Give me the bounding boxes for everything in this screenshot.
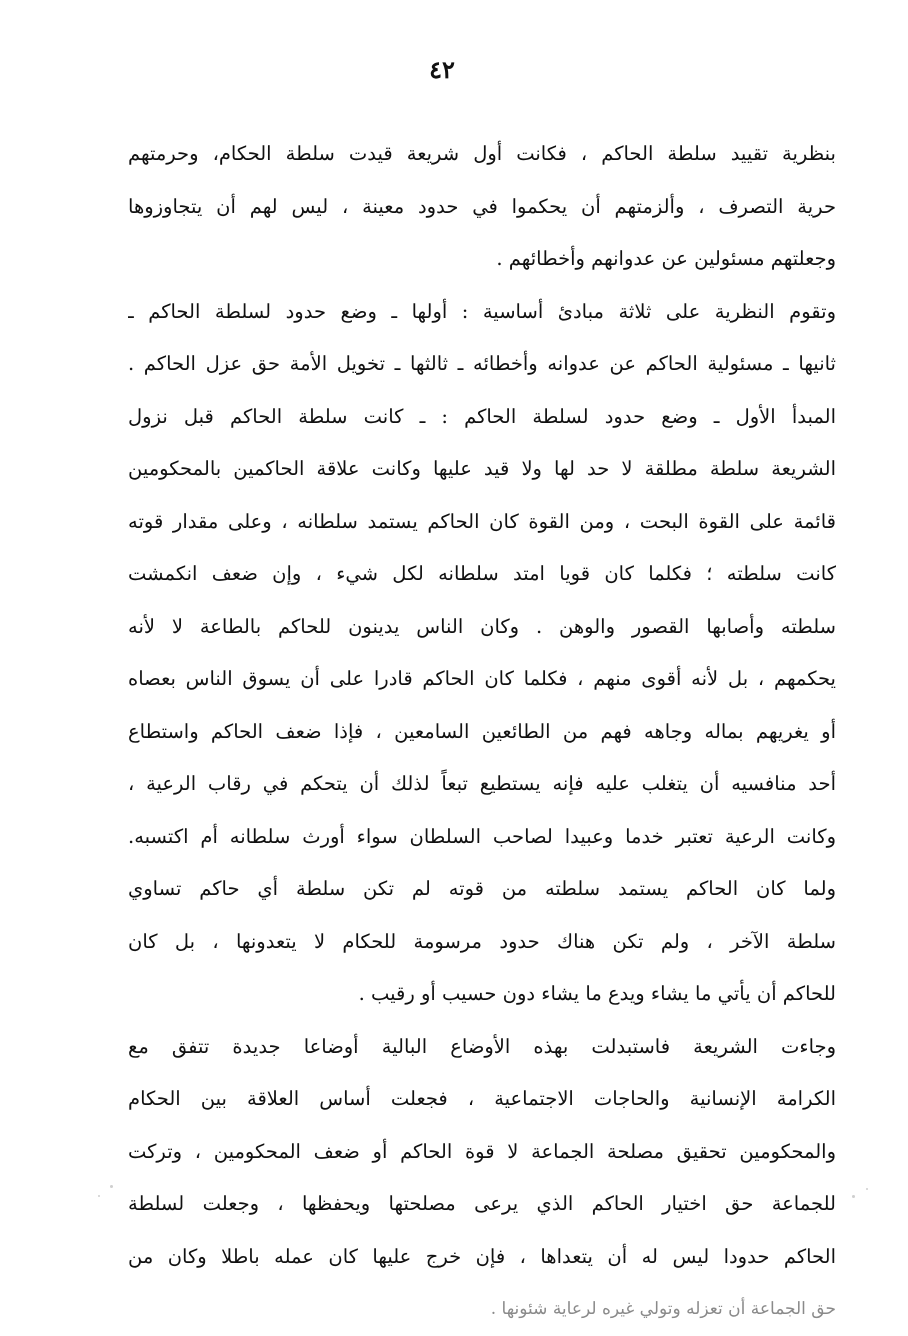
text-line: حق الجماعة أن تعزله وتولي غيره لرعاية شئونها . xyxy=(490,1299,836,1319)
text-line: والمحكومين تحقيق مصلحة الجماعة لا قوة الحاكم أو ضعف المحكومين ، وتركت xyxy=(128,1139,836,1163)
body-text xyxy=(128,128,836,1336)
text-line: حرية التصرف ، وألزمتهم أن يحكموا في حدود معينة ، ليس لهم أن يتجاوزوها xyxy=(128,194,836,218)
text-line: بنظرية تقييد سلطة الحاكم ، فكانت أول شريعة قيدت سلطة الحكام، وحرمتهم xyxy=(128,142,836,165)
text-line: أو يغريهم بماله وجاهه فهم من الطائعين السامعين ، فإذا ضعف الحاكم واستطاع xyxy=(128,719,836,743)
text-line: يحكمهم ، بل لأنه أقوى منهم ، فكلما كان الحاكم قادرا على أن يسوق الناس بعصاه xyxy=(128,667,836,690)
text-line: المبدأ الأول ـ وضع حدود لسلطة الحاكم : ـ كانت سلطة الحاكم قبل نزول xyxy=(128,404,836,428)
text-line: ثانيها ـ مسئولية الحاكم عن عدوانه وأخطائه ـ ثالثها ـ تخويل الأمة حق عزل الحاكم . xyxy=(128,352,836,375)
scan-speck xyxy=(852,1195,855,1198)
page-number: ٤٢ xyxy=(429,55,455,84)
text-line: أحد منافسيه أن يتغلب عليه فإنه يستطيع تبعاً لذلك أن يتحكم في رقاب الرعية ، xyxy=(128,772,836,795)
text-line: الحاكم حدودا ليس له أن يتعداها ، فإن خرج عليها كان عمله باطلا وكان من xyxy=(128,1244,836,1268)
scan-speck xyxy=(866,1188,868,1190)
scan-speck xyxy=(110,1185,113,1188)
text-line: للحاكم أن يأتي ما يشاء ويدع ما يشاء دون حسيب أو رقيب . xyxy=(358,982,836,1005)
text-line: كانت سلطته ؛ فكلما كان قويا امتد سلطانه لكل شيء ، وإن ضعف انكمشت xyxy=(128,562,836,585)
text-line: سلطته وأصابها القصور والوهن . وكان الناس يدينون للحاكم بالطاعة لا لأنه xyxy=(128,614,836,638)
text-line: للجماعة حق اختيار الحاكم الذي يرعى مصلحتها ويحفظها ، وجعلت لسلطة xyxy=(128,1192,836,1215)
scan-speck xyxy=(98,1195,100,1197)
text-line: وجعلتهم مسئولين عن عدوانهم وأخطائهم . xyxy=(496,247,836,270)
text-line: وكانت الرعية تعتبر خدما وعبيدا لصاحب السلطان سواء أورث سلطانه أم اكتسبه. xyxy=(128,824,836,848)
text-line: الشريعة سلطة مطلقة لا حد لها ولا قيد عليها وكانت علاقة الحاكمين بالمحكومين xyxy=(128,457,836,480)
text-line: قائمة على القوة البحت ، ومن القوة كان الحاكم يستمد سلطانه ، وعلى مقدار قوته xyxy=(128,509,836,533)
text-line: الكرامة الإنسانية والحاجات الاجتماعية ، فجعلت أساس العلاقة بين الحكام xyxy=(128,1087,836,1110)
text-line: وجاءت الشريعة فاستبدلت بهذه الأوضاع البالية أوضاعا جديدة تتفق مع xyxy=(128,1034,836,1058)
text-line: وتقوم النظرية على ثلاثة مبادئ أساسية : أولها ـ وضع حدود لسلطة الحاكم ـ xyxy=(128,299,836,323)
text-line: سلطة الآخر ، ولم تكن هناك حدود مرسومة للحكام لا يتعدونها ، بل كان xyxy=(128,929,836,953)
text-line: ولما كان الحاكم يستمد سلطته من قوته لم تكن سلطة أي حاكم تساوي xyxy=(128,877,836,900)
